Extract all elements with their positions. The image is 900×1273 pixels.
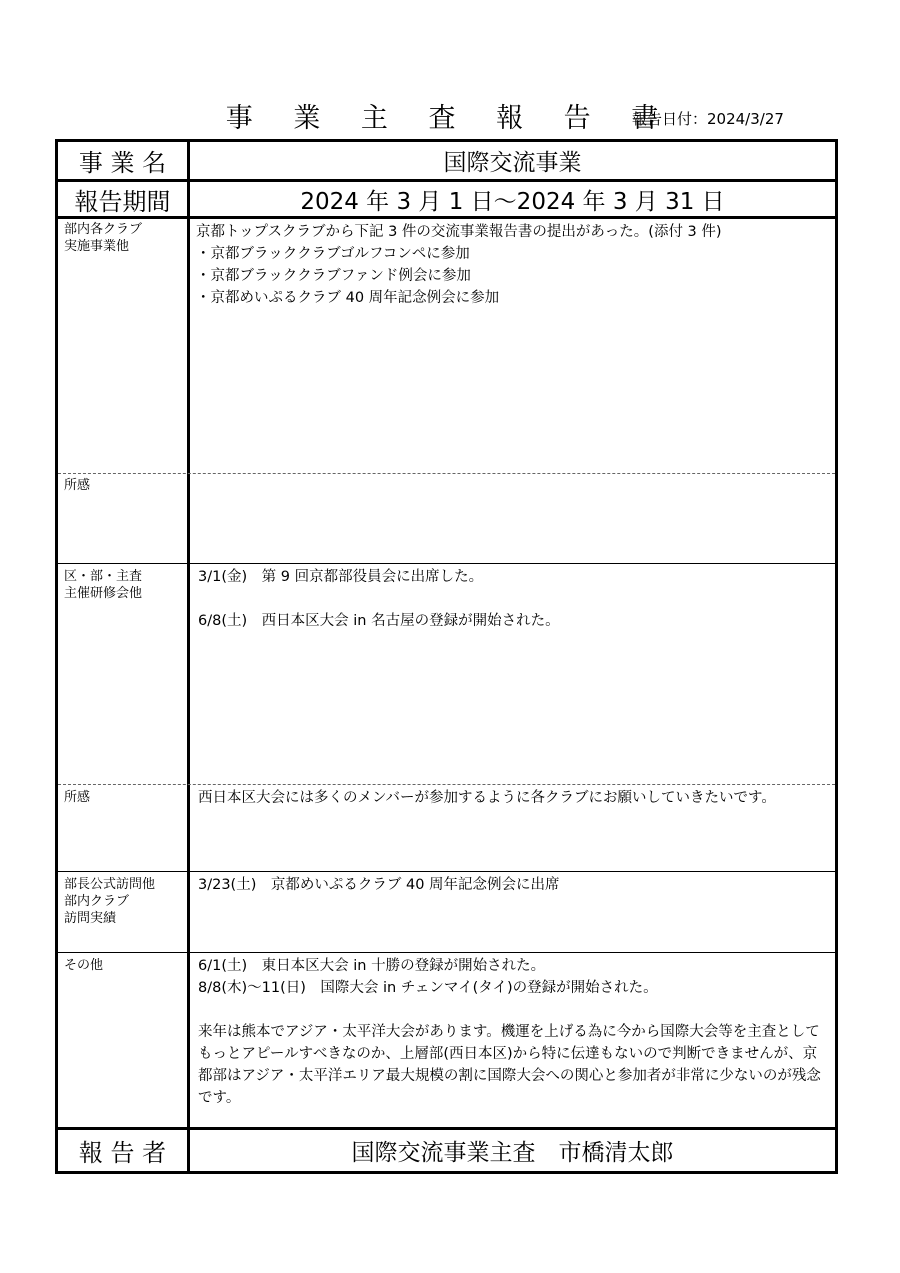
impression2-label: 所感 [64,790,91,805]
district-events-content [198,566,827,632]
district-event-line: 6/8(土) 西日本区大会 in 名古屋の登録が開始された。 [198,613,560,629]
reporter-label: 報 告 者 [78,1139,167,1167]
club-events-label: 部内各クラブ 実施事業他 [64,222,143,254]
impression1-label: 所感 [64,478,91,493]
district-event-line: 3/1(金) 第 9 回京都部役員会に出席した。 [198,569,484,585]
impression2-content [198,787,827,809]
club-events-line: ・京都ブラッククラブゴルフコンペに参加 [196,246,470,262]
other-line: 8/8(木)～11(日) 国際大会 in チェンマイ(タイ)の登録が開始された。 [198,980,658,996]
district-events-label: 区・部・主査 主催研修会他 [64,569,143,601]
club-events-line: ・京都めいぷるクラブ 40 周年記念例会に参加 [196,290,500,306]
row-divider [58,952,835,953]
report-period-value: 2024 年 3 月 1 日～2024 年 3 月 31 日 [300,188,725,215]
other-label: その他 [64,958,104,973]
row-divider [58,473,835,474]
other-line: 6/1(土) 東日本区大会 in 十勝の登録が開始された。 [198,958,546,974]
row-divider [58,563,835,564]
visits-label: 部長公式訪問他 部内クラブ 訪問実績 [64,877,156,926]
report-date: 報告日付：2024/3/27 [632,110,784,128]
report-period-label: 報告期間 [74,187,171,216]
project-name-label: 事 業 名 [78,149,167,177]
club-events-line: ・京都ブラッククラブファンド例会に参加 [196,268,471,284]
impression2-text: 西日本区大会には多くのメンバーが参加するように各クラブにお願いしていきたいです。 [198,790,776,806]
other-paragraph: 来年は熊本でアジア・太平洋大会があります。機運を上げる為に今から国際大会等を主査としてもっとアピールすべきなのか、上層部(西日本区)から特に伝達もないので判断できませんが、京都部はアジア・太平洋エリア最大規模の割に国際大会への関心と参加者が非常に少ないのが残念です。 [198,1024,821,1106]
document-title: 事 業 主 査 報 告 書 [225,103,675,134]
visit-line: 3/23(土) 京都めいぷるクラブ 40 周年記念例会に出席 [198,877,560,893]
row-divider [58,216,835,219]
reporter-value: 国際交流事業主査 市橋清太郎 [351,1140,674,1166]
project-name-value: 国際交流事業 [443,150,582,176]
other-content [198,955,827,1109]
visits-content [198,874,827,896]
club-events-line: 京都トップスクラブから下記 3 件の交流事業報告書の提出があった。(添付 3 件) [196,224,722,240]
row-divider [58,784,835,785]
column-divider [187,142,190,1171]
report-table [55,139,838,1174]
club-events-content [196,221,827,309]
row-divider [58,871,835,872]
